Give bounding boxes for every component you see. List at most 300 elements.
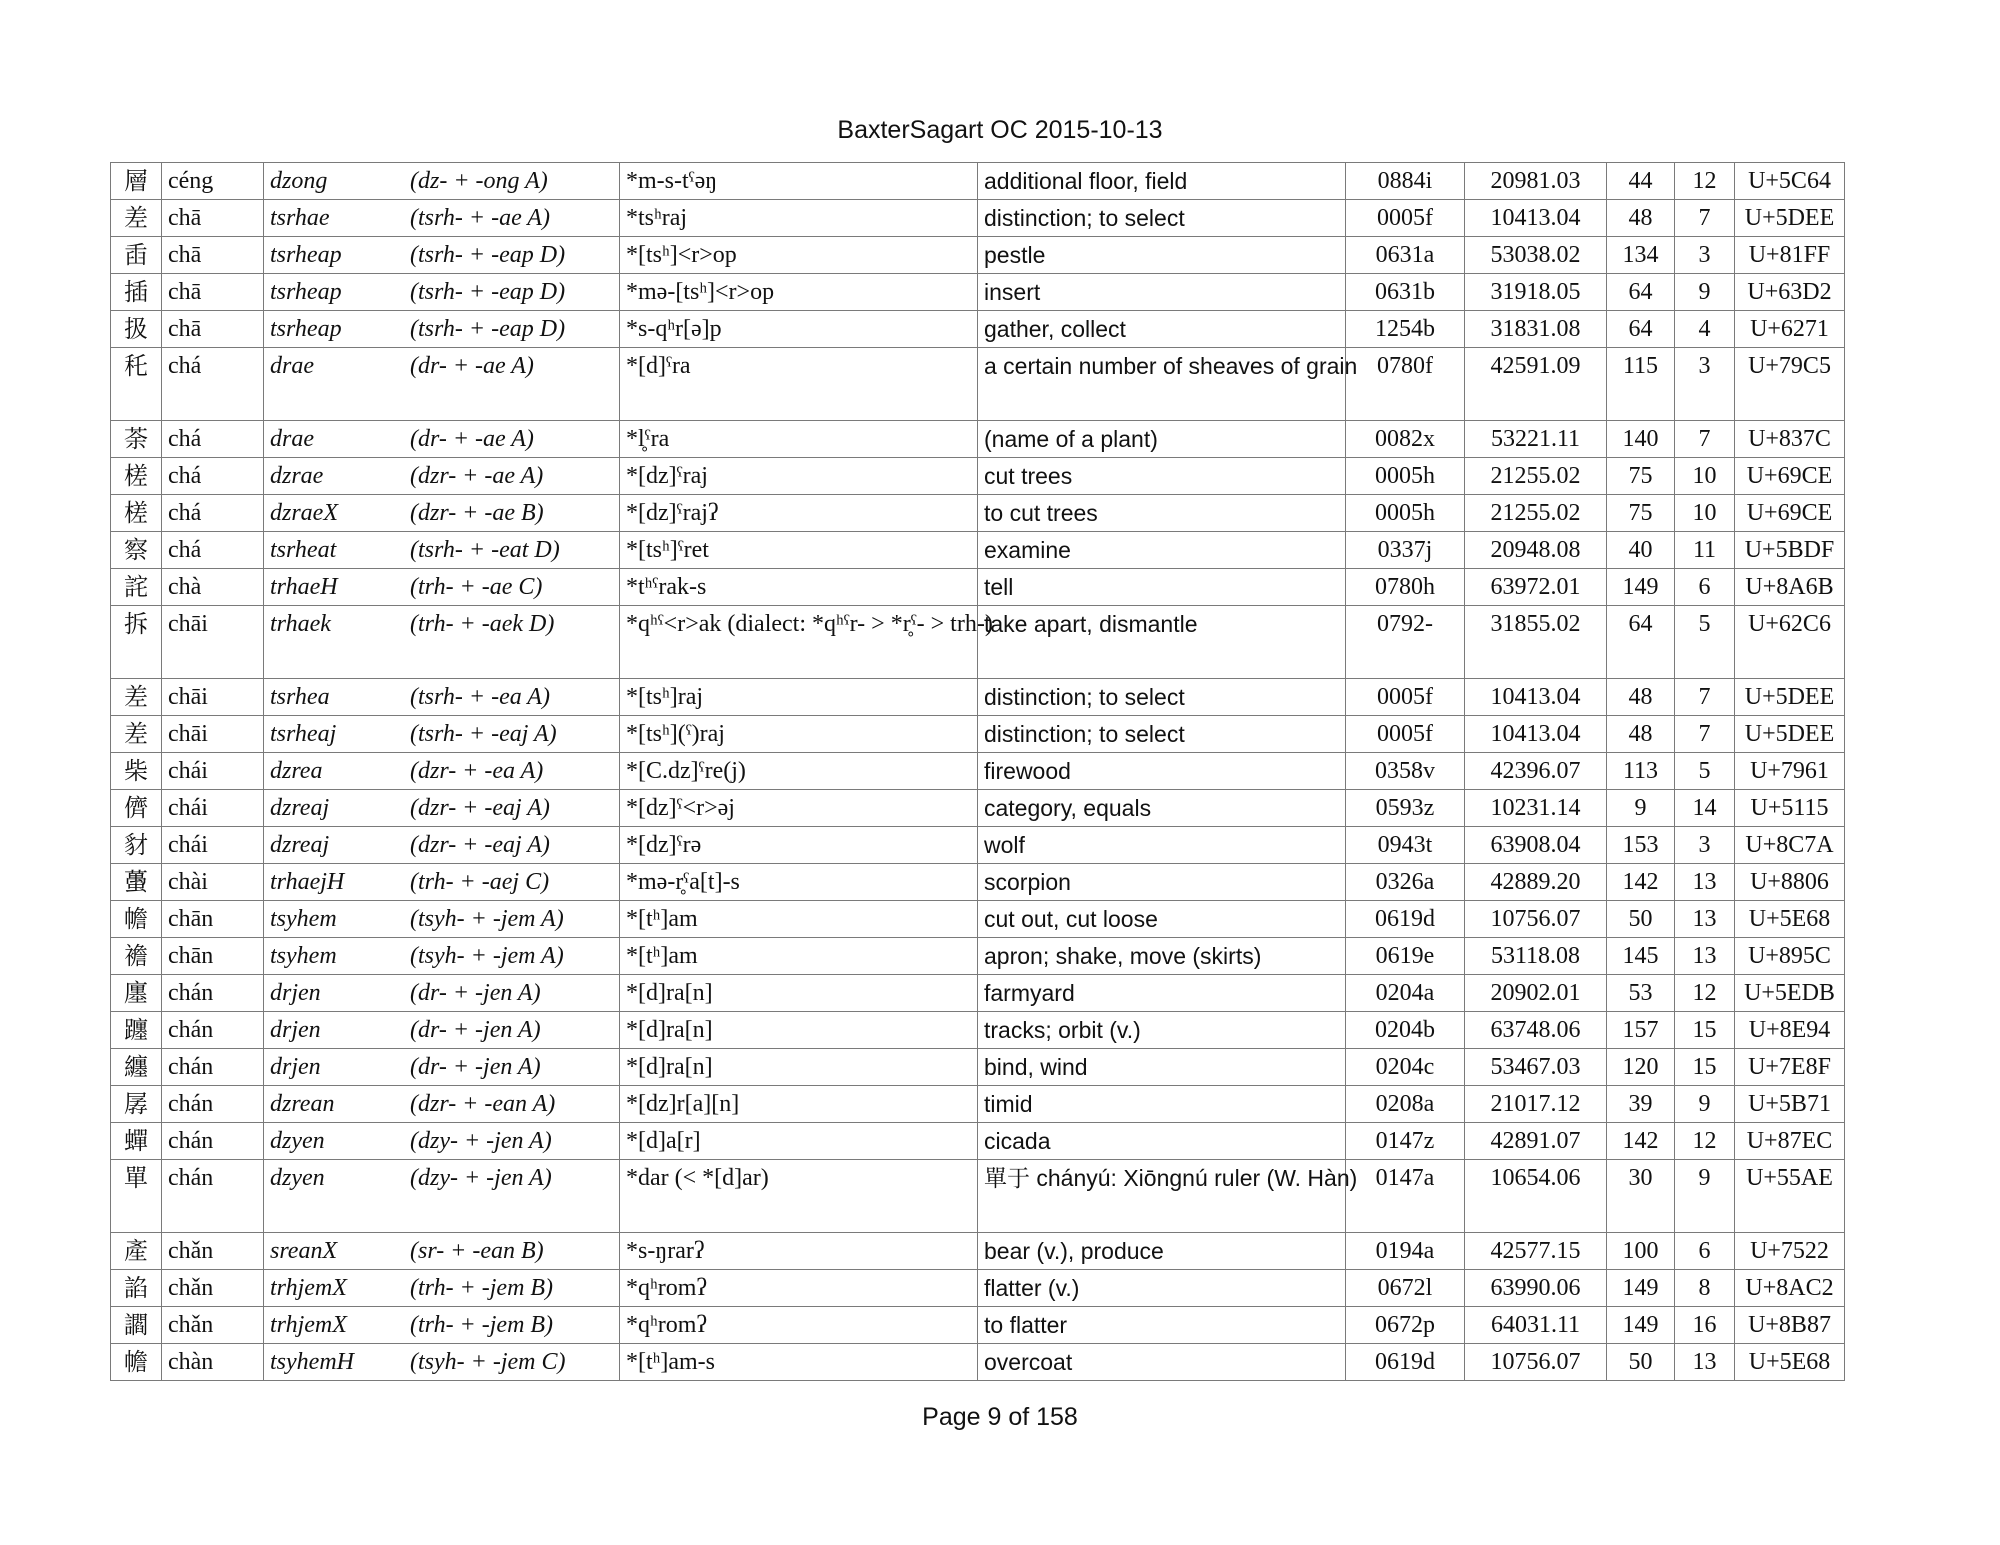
table-row [111, 679, 1845, 716]
gsr-code-cell: 0619e [1346, 938, 1465, 975]
pinyin-cell: chà [162, 569, 264, 606]
unicode-cell: U+79C5 [1735, 348, 1845, 421]
middle-chinese-cell [264, 679, 620, 716]
middle-chinese-parse: (dzy- + -jen A) [410, 1128, 552, 1154]
unicode-cell: U+62C6 [1735, 606, 1845, 679]
middle-chinese-cell [264, 864, 620, 901]
strokes-cell: 13 [1675, 938, 1735, 975]
old-chinese-cell: *[d]ˤra [620, 348, 978, 421]
gsr-code-cell: 0780h [1346, 569, 1465, 606]
pinyin-cell: chá [162, 495, 264, 532]
old-chinese-cell: *[d]ra[n] [620, 1012, 978, 1049]
gloss-cell: gather, collect [978, 311, 1346, 348]
middle-chinese-parse: (tsrh- + -eaj A) [410, 721, 557, 747]
unicode-cell: U+81FF [1735, 237, 1845, 274]
middle-chinese-cell [264, 753, 620, 790]
table-row [111, 274, 1845, 311]
strokes-cell: 5 [1675, 753, 1735, 790]
radical-cell: 142 [1607, 864, 1675, 901]
radical-cell: 149 [1607, 1270, 1675, 1307]
middle-chinese-cell [264, 606, 620, 679]
pinyin-cell: chǎn [162, 1307, 264, 1344]
character-cell: 蟬 [111, 1123, 162, 1160]
index-number-cell: 53221.11 [1465, 421, 1607, 458]
unicode-cell: U+69CE [1735, 495, 1845, 532]
table-row [111, 753, 1845, 790]
gloss-cell: to cut trees [978, 495, 1346, 532]
pinyin-cell: chāi [162, 606, 264, 679]
index-number-cell: 53118.08 [1465, 938, 1607, 975]
pinyin-cell: chái [162, 827, 264, 864]
index-number-cell: 63972.01 [1465, 569, 1607, 606]
middle-chinese-form: sreanX [270, 1238, 338, 1264]
index-number-cell: 42891.07 [1465, 1123, 1607, 1160]
middle-chinese-cell [264, 1049, 620, 1086]
gsr-code-cell: 0204a [1346, 975, 1465, 1012]
unicode-cell: U+7961 [1735, 753, 1845, 790]
unicode-cell: U+5C64 [1735, 163, 1845, 200]
middle-chinese-form: drae [270, 426, 314, 452]
strokes-cell: 11 [1675, 532, 1735, 569]
gloss-cell: firewood [978, 753, 1346, 790]
radical-cell: 39 [1607, 1086, 1675, 1123]
middle-chinese-parse: (dzr- + -ean A) [410, 1091, 556, 1117]
character-cell: 層 [111, 163, 162, 200]
pinyin-cell: chái [162, 753, 264, 790]
middle-chinese-form: dzong [270, 168, 328, 194]
strokes-cell: 13 [1675, 864, 1735, 901]
old-chinese-cell: *[tʰ]am [620, 938, 978, 975]
unicode-cell: U+5DEE [1735, 200, 1845, 237]
unicode-cell: U+69CE [1735, 458, 1845, 495]
middle-chinese-parse: (tsrh- + -ae A) [410, 205, 550, 231]
character-cell: 荼 [111, 421, 162, 458]
strokes-cell: 6 [1675, 569, 1735, 606]
radical-cell: 153 [1607, 827, 1675, 864]
radical-cell: 40 [1607, 532, 1675, 569]
index-number-cell: 10231.14 [1465, 790, 1607, 827]
index-number-cell: 42577.15 [1465, 1233, 1607, 1270]
character-cell: 讇 [111, 1307, 162, 1344]
strokes-cell: 7 [1675, 716, 1735, 753]
middle-chinese-cell [264, 1344, 620, 1381]
middle-chinese-parse: (dzr- + -eaj A) [410, 832, 550, 858]
strokes-cell: 9 [1675, 1160, 1735, 1233]
pinyin-cell: chài [162, 864, 264, 901]
middle-chinese-cell [264, 348, 620, 421]
old-chinese-cell: *[tʰ]am-s [620, 1344, 978, 1381]
character-cell: 秅 [111, 348, 162, 421]
middle-chinese-parse: (tsyh- + -jem A) [410, 906, 564, 932]
index-number-cell: 53038.02 [1465, 237, 1607, 274]
table-row [111, 938, 1845, 975]
gsr-code-cell: 0005f [1346, 716, 1465, 753]
index-number-cell: 63748.06 [1465, 1012, 1607, 1049]
index-number-cell: 21255.02 [1465, 458, 1607, 495]
middle-chinese-cell [264, 311, 620, 348]
table-row [111, 716, 1845, 753]
middle-chinese-cell [264, 901, 620, 938]
strokes-cell: 10 [1675, 458, 1735, 495]
radical-cell: 48 [1607, 679, 1675, 716]
pinyin-cell: chāi [162, 716, 264, 753]
gsr-code-cell: 0358v [1346, 753, 1465, 790]
index-number-cell: 63908.04 [1465, 827, 1607, 864]
strokes-cell: 5 [1675, 606, 1735, 679]
pinyin-cell: chán [162, 1086, 264, 1123]
middle-chinese-parse: (trh- + -aek D) [410, 611, 555, 637]
pinyin-cell: chān [162, 938, 264, 975]
strokes-cell: 10 [1675, 495, 1735, 532]
character-cell: 豺 [111, 827, 162, 864]
middle-chinese-cell [264, 237, 620, 274]
unicode-cell: U+5DEE [1735, 679, 1845, 716]
character-cell: 襜 [111, 938, 162, 975]
unicode-cell: U+8AC2 [1735, 1270, 1845, 1307]
table-row [111, 1012, 1845, 1049]
gsr-code-cell: 0631b [1346, 274, 1465, 311]
pinyin-cell: chā [162, 274, 264, 311]
gloss-cell: insert [978, 274, 1346, 311]
old-chinese-cell: *[d]ra[n] [620, 1049, 978, 1086]
table-row [111, 1307, 1845, 1344]
gsr-code-cell: 0005f [1346, 200, 1465, 237]
radical-cell: 134 [1607, 237, 1675, 274]
index-number-cell: 31831.08 [1465, 311, 1607, 348]
gloss-cell: farmyard [978, 975, 1346, 1012]
old-chinese-cell: *[dz]ˤ<r>əj [620, 790, 978, 827]
middle-chinese-form: trhaejH [270, 869, 345, 895]
old-chinese-cell: *tʰˤrak-s [620, 569, 978, 606]
strokes-cell: 3 [1675, 348, 1735, 421]
old-chinese-cell: *mə-r̥ˤa[t]-s [620, 864, 978, 901]
index-number-cell: 10413.04 [1465, 716, 1607, 753]
old-chinese-cell: *[dz]r[a][n] [620, 1086, 978, 1123]
radical-cell: 113 [1607, 753, 1675, 790]
radical-cell: 50 [1607, 901, 1675, 938]
unicode-cell: U+8806 [1735, 864, 1845, 901]
character-cell: 詫 [111, 569, 162, 606]
middle-chinese-parse: (dr- + -ae A) [410, 426, 534, 452]
pinyin-cell: chā [162, 237, 264, 274]
middle-chinese-parse: (dr- + -jen A) [410, 1054, 541, 1080]
strokes-cell: 12 [1675, 1123, 1735, 1160]
strokes-cell: 6 [1675, 1233, 1735, 1270]
index-number-cell: 20981.03 [1465, 163, 1607, 200]
gloss-cell: a certain number of sheaves of grain [978, 348, 1346, 421]
gsr-code-cell: 0194a [1346, 1233, 1465, 1270]
gsr-code-cell: 0082x [1346, 421, 1465, 458]
unicode-cell: U+7522 [1735, 1233, 1845, 1270]
middle-chinese-cell [264, 827, 620, 864]
gsr-code-cell: 0005h [1346, 495, 1465, 532]
middle-chinese-form: tsrhae [270, 205, 330, 231]
radical-cell: 115 [1607, 348, 1675, 421]
middle-chinese-parse: (dzr- + -eaj A) [410, 795, 550, 821]
middle-chinese-form: trhjemX [270, 1312, 347, 1338]
pinyin-cell: chá [162, 421, 264, 458]
character-cell: 纏 [111, 1049, 162, 1086]
middle-chinese-cell [264, 163, 620, 200]
middle-chinese-cell [264, 790, 620, 827]
radical-cell: 75 [1607, 495, 1675, 532]
unicode-cell: U+63D2 [1735, 274, 1845, 311]
middle-chinese-form: tsyhemH [270, 1349, 354, 1375]
table-row [111, 163, 1845, 200]
middle-chinese-parse: (dzr- + -ae A) [410, 463, 544, 489]
middle-chinese-parse: (dzr- + -ea A) [410, 758, 544, 784]
index-number-cell: 10756.07 [1465, 901, 1607, 938]
middle-chinese-cell [264, 495, 620, 532]
index-number-cell: 42396.07 [1465, 753, 1607, 790]
unicode-cell: U+87EC [1735, 1123, 1845, 1160]
gloss-cell: cicada [978, 1123, 1346, 1160]
page-title: BaxterSagart OC 2015-10-13 [837, 116, 1163, 144]
radical-cell: 149 [1607, 569, 1675, 606]
pinyin-cell: chán [162, 1160, 264, 1233]
character-cell: 躔 [111, 1012, 162, 1049]
middle-chinese-parse: (trh- + -jem B) [410, 1275, 554, 1301]
pinyin-cell: chǎn [162, 1270, 264, 1307]
pinyin-cell: chān [162, 901, 264, 938]
radical-cell: 64 [1607, 606, 1675, 679]
lexicon-table-body [111, 163, 1845, 1381]
middle-chinese-form: dzyen [270, 1128, 325, 1154]
character-cell: 差 [111, 200, 162, 237]
middle-chinese-parse: (tsrh- + -eat D) [410, 537, 560, 563]
character-cell: 臿 [111, 237, 162, 274]
old-chinese-cell: *dar (< *[d]ar) [620, 1160, 978, 1233]
strokes-cell: 7 [1675, 679, 1735, 716]
middle-chinese-parse: (tsrh- + -eap D) [410, 242, 566, 268]
gsr-code-cell: 0672l [1346, 1270, 1465, 1307]
gloss-cell: 單于 chányú: Xiōngnú ruler (W. Hàn) [978, 1160, 1346, 1233]
middle-chinese-parse: (trh- + -jem B) [410, 1312, 554, 1338]
radical-cell: 157 [1607, 1012, 1675, 1049]
middle-chinese-form: dzraeX [270, 500, 338, 526]
middle-chinese-cell [264, 975, 620, 1012]
gloss-cell: take apart, dismantle [978, 606, 1346, 679]
middle-chinese-form: tsyhem [270, 943, 337, 969]
middle-chinese-form: tsrheap [270, 316, 342, 342]
strokes-cell: 16 [1675, 1307, 1735, 1344]
middle-chinese-parse: (sr- + -ean B) [410, 1238, 544, 1264]
gloss-cell: tell [978, 569, 1346, 606]
middle-chinese-form: dzreaj [270, 795, 330, 821]
table-row [111, 1270, 1845, 1307]
middle-chinese-form: trhaeH [270, 574, 338, 600]
old-chinese-cell: *l̥ˤra [620, 421, 978, 458]
middle-chinese-parse: (dzr- + -ae B) [410, 500, 544, 526]
middle-chinese-parse: (tsrh- + -ea A) [410, 684, 550, 710]
gsr-code-cell: 0337j [1346, 532, 1465, 569]
strokes-cell: 3 [1675, 237, 1735, 274]
index-number-cell: 64031.11 [1465, 1307, 1607, 1344]
middle-chinese-cell [264, 1270, 620, 1307]
character-cell: 槎 [111, 495, 162, 532]
old-chinese-cell: *s-ŋrarʔ [620, 1233, 978, 1270]
middle-chinese-parse: (dr- + -jen A) [410, 1017, 541, 1043]
unicode-cell: U+8A6B [1735, 569, 1845, 606]
radical-cell: 120 [1607, 1049, 1675, 1086]
character-cell: 諂 [111, 1270, 162, 1307]
middle-chinese-form: drjen [270, 980, 321, 1006]
index-number-cell: 21255.02 [1465, 495, 1607, 532]
gloss-cell: pestle [978, 237, 1346, 274]
gsr-code-cell: 0005h [1346, 458, 1465, 495]
strokes-cell: 12 [1675, 163, 1735, 200]
pinyin-cell: chán [162, 1012, 264, 1049]
gsr-code-cell: 0204c [1346, 1049, 1465, 1086]
middle-chinese-form: dzyen [270, 1165, 325, 1191]
unicode-cell: U+837C [1735, 421, 1845, 458]
middle-chinese-parse: (tsyh- + -jem A) [410, 943, 564, 969]
gsr-code-cell: 0593z [1346, 790, 1465, 827]
character-cell: 差 [111, 679, 162, 716]
gloss-cell: distinction; to select [978, 200, 1346, 237]
pinyin-cell: chá [162, 458, 264, 495]
middle-chinese-parse: (trh- + -ae C) [410, 574, 543, 600]
unicode-cell: U+5115 [1735, 790, 1845, 827]
table-row [111, 901, 1845, 938]
old-chinese-cell: *[d]ra[n] [620, 975, 978, 1012]
character-cell: 插 [111, 274, 162, 311]
index-number-cell: 10756.07 [1465, 1344, 1607, 1381]
character-cell: 察 [111, 532, 162, 569]
index-number-cell: 10654.06 [1465, 1160, 1607, 1233]
old-chinese-cell: *[tsʰ]raj [620, 679, 978, 716]
lexicon-table [110, 162, 1845, 1381]
index-number-cell: 10413.04 [1465, 679, 1607, 716]
radical-cell: 64 [1607, 311, 1675, 348]
middle-chinese-form: dzrean [270, 1091, 335, 1117]
middle-chinese-parse: (dr- + -jen A) [410, 980, 541, 1006]
table-row [111, 458, 1845, 495]
table-row [111, 311, 1845, 348]
middle-chinese-cell [264, 1233, 620, 1270]
table-row [111, 421, 1845, 458]
character-cell: 廛 [111, 975, 162, 1012]
gsr-code-cell: 0631a [1346, 237, 1465, 274]
table-row [111, 237, 1845, 274]
gsr-code-cell: 0619d [1346, 901, 1465, 938]
gloss-cell: cut out, cut loose [978, 901, 1346, 938]
radical-cell: 100 [1607, 1233, 1675, 1270]
table-row [111, 1049, 1845, 1086]
middle-chinese-cell [264, 938, 620, 975]
middle-chinese-parse: (dr- + -ae A) [410, 353, 534, 379]
table-row [111, 1123, 1845, 1160]
table-row [111, 532, 1845, 569]
old-chinese-cell: *tsʰraj [620, 200, 978, 237]
old-chinese-cell: *[tʰ]am [620, 901, 978, 938]
middle-chinese-cell [264, 458, 620, 495]
radical-cell: 142 [1607, 1123, 1675, 1160]
radical-cell: 149 [1607, 1307, 1675, 1344]
gsr-code-cell: 0792- [1346, 606, 1465, 679]
unicode-cell: U+5B71 [1735, 1086, 1845, 1123]
gloss-cell: to flatter [978, 1307, 1346, 1344]
gsr-code-cell: 0005f [1346, 679, 1465, 716]
middle-chinese-cell [264, 421, 620, 458]
gloss-cell: (name of a plant) [978, 421, 1346, 458]
character-cell: 孱 [111, 1086, 162, 1123]
middle-chinese-form: tsrheap [270, 242, 342, 268]
old-chinese-cell: *qʰromʔ [620, 1307, 978, 1344]
middle-chinese-cell [264, 274, 620, 311]
gloss-cell: wolf [978, 827, 1346, 864]
middle-chinese-parse: (tsyh- + -jem C) [410, 1349, 566, 1375]
strokes-cell: 12 [1675, 975, 1735, 1012]
middle-chinese-form: trhaek [270, 611, 331, 637]
table-row [111, 348, 1845, 421]
unicode-cell: U+8C7A [1735, 827, 1845, 864]
pinyin-cell: chá [162, 348, 264, 421]
character-cell: 儕 [111, 790, 162, 827]
radical-cell: 48 [1607, 200, 1675, 237]
character-cell: 產 [111, 1233, 162, 1270]
unicode-cell: U+5E68 [1735, 1344, 1845, 1381]
gloss-cell: apron; shake, move (skirts) [978, 938, 1346, 975]
gloss-cell: bear (v.), produce [978, 1233, 1346, 1270]
index-number-cell: 20948.08 [1465, 532, 1607, 569]
unicode-cell: U+5EDB [1735, 975, 1845, 1012]
middle-chinese-parse: (trh- + -aej C) [410, 869, 550, 895]
page-number: Page 9 of 158 [922, 1403, 1078, 1431]
middle-chinese-cell [264, 716, 620, 753]
strokes-cell: 15 [1675, 1012, 1735, 1049]
unicode-cell: U+5E68 [1735, 901, 1845, 938]
radical-cell: 75 [1607, 458, 1675, 495]
radical-cell: 140 [1607, 421, 1675, 458]
index-number-cell: 31918.05 [1465, 274, 1607, 311]
middle-chinese-cell [264, 200, 620, 237]
middle-chinese-form: tsrheat [270, 537, 337, 563]
middle-chinese-parse: (dzy- + -jen A) [410, 1165, 552, 1191]
gsr-code-cell: 0672p [1346, 1307, 1465, 1344]
character-cell: 扱 [111, 311, 162, 348]
middle-chinese-cell [264, 569, 620, 606]
middle-chinese-cell [264, 1012, 620, 1049]
pinyin-cell: céng [162, 163, 264, 200]
middle-chinese-form: tsrheap [270, 279, 342, 305]
table-row [111, 864, 1845, 901]
middle-chinese-form: drae [270, 353, 314, 379]
table-row [111, 790, 1845, 827]
gloss-cell: cut trees [978, 458, 1346, 495]
radical-cell: 145 [1607, 938, 1675, 975]
unicode-cell: U+7E8F [1735, 1049, 1845, 1086]
gloss-cell: flatter (v.) [978, 1270, 1346, 1307]
table-row [111, 975, 1845, 1012]
gloss-cell: examine [978, 532, 1346, 569]
middle-chinese-cell [264, 532, 620, 569]
index-number-cell: 21017.12 [1465, 1086, 1607, 1123]
pinyin-cell: chái [162, 790, 264, 827]
strokes-cell: 3 [1675, 827, 1735, 864]
strokes-cell: 4 [1675, 311, 1735, 348]
radical-cell: 64 [1607, 274, 1675, 311]
index-number-cell: 10413.04 [1465, 200, 1607, 237]
gsr-code-cell: 0147a [1346, 1160, 1465, 1233]
old-chinese-cell: *[dz]ˤrajʔ [620, 495, 978, 532]
table-row [111, 1160, 1845, 1233]
gsr-code-cell: 0147z [1346, 1123, 1465, 1160]
gsr-code-cell: 0208a [1346, 1086, 1465, 1123]
strokes-cell: 8 [1675, 1270, 1735, 1307]
middle-chinese-cell [264, 1160, 620, 1233]
strokes-cell: 9 [1675, 274, 1735, 311]
